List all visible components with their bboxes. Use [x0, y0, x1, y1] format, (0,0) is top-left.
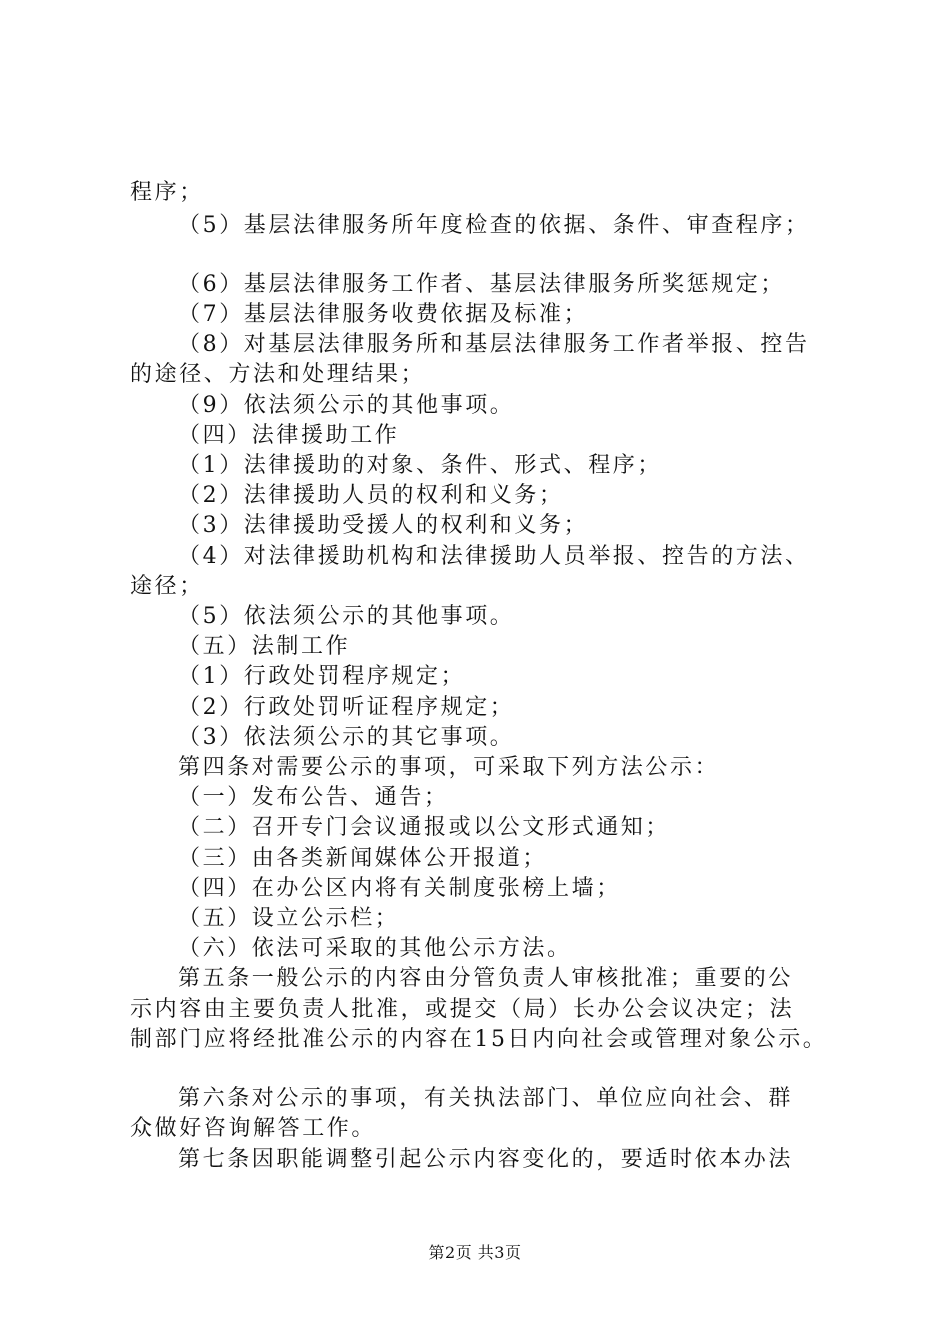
text-line: （7）基层法律服务收费依据及标准；	[178, 302, 589, 327]
article-line: 第五条一般公示的内容由分管负责人审核批准；重要的公	[178, 966, 794, 991]
text-line: （2）行政处罚听证程序规定；	[178, 695, 515, 720]
text-line: （3）法律援助受援人的权利和义务；	[178, 513, 589, 538]
text-line: （二）召开专门会议通报或以公文形式通知；	[178, 815, 671, 840]
text-line: （6）基层法律服务工作者、基层法律服务所奖惩规定；	[178, 272, 785, 297]
article-line: 第七条因职能调整引起公示内容变化的，要适时依本办法	[178, 1147, 794, 1172]
text-line: （4）对法律援助机构和法律援助人员举报、控告的方法、	[178, 544, 810, 569]
text-line: 的途径、方法和处理结果；	[130, 362, 426, 387]
text-line: （四）在办公区内将有关制度张榜上墙；	[178, 876, 621, 901]
section-heading: （五）法制工作	[178, 634, 351, 659]
section-heading: （四）法律援助工作	[178, 423, 400, 448]
text-line: （8）对基层法律服务所和基层法律服务工作者举报、控告	[178, 332, 810, 357]
article-line: 第四条对需要公示的事项，可采取下列方法公示：	[178, 755, 720, 780]
text-line: （5）基层法律服务所年度检查的依据、条件、审查程序；	[178, 213, 810, 238]
text-line: 制部门应将经批准公示的内容在15日内向社会或管理对象公示。	[130, 1027, 828, 1052]
page-footer: 第2页 共3页	[428, 1243, 522, 1262]
text-line: 众做好咨询解答工作。	[130, 1116, 377, 1141]
text-line: 途径；	[130, 574, 204, 599]
article-line: 第六条对公示的事项，有关执法部门、单位应向社会、群	[178, 1086, 794, 1111]
text-line: （六）依法可采取的其他公示方法。	[178, 936, 572, 961]
text-line: （9）依法须公示的其他事项。	[178, 393, 515, 418]
text-line: （5）依法须公示的其他事项。	[178, 604, 515, 629]
text-line: （三）由各类新闻媒体公开报道；	[178, 846, 548, 871]
text-line: （2）法律援助人员的权利和义务；	[178, 483, 564, 508]
text-line: （一）发布公告、通告；	[178, 785, 449, 810]
text-line: 示内容由主要负责人批准，或提交（局）长办公会议决定；法	[130, 997, 795, 1022]
text-line: （1）法律援助的对象、条件、形式、程序；	[178, 453, 662, 478]
text-line: 程序；	[130, 180, 204, 205]
text-line: （五）设立公示栏；	[178, 906, 400, 931]
text-line: （3）依法须公示的其它事项。	[178, 725, 515, 750]
text-line: （1）行政处罚程序规定；	[178, 664, 466, 689]
